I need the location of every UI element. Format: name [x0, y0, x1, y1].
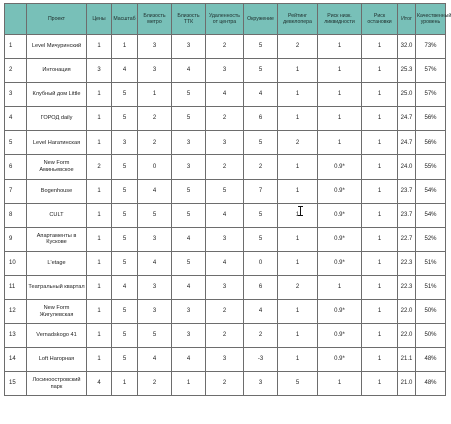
cell-surroundings: 6 — [244, 275, 278, 299]
cell-surroundings: 5 — [244, 227, 278, 251]
cell-developer-rating: 1 — [278, 300, 318, 324]
table-row — [5, 372, 446, 396]
cell-ttk: 5 — [172, 251, 206, 275]
cell-center-distance: 2 — [206, 372, 244, 396]
cell-price: 1 — [87, 251, 112, 275]
cell-ttk: 3 — [172, 131, 206, 155]
cell-surroundings: 2 — [244, 155, 278, 179]
cell-ttk: 4 — [172, 59, 206, 83]
cell-developer-rating: 1 — [278, 251, 318, 275]
cell-liquidity-risk: 0.9* — [318, 251, 362, 275]
column-header-center-distance: Удаленность от центра — [206, 4, 244, 35]
cell-developer-rating: 5 — [278, 372, 318, 396]
cell-developer-rating: 1 — [278, 324, 318, 348]
table-row — [5, 35, 446, 59]
column-header-metro: Близость метро — [138, 4, 172, 35]
cell-ttk: 5 — [172, 107, 206, 131]
cell-project: New Form Жигулевская — [27, 300, 87, 324]
cell-index: 11 — [5, 275, 27, 299]
cell-metro: 4 — [138, 251, 172, 275]
cell-index: 2 — [5, 59, 27, 83]
cell-price: 1 — [87, 348, 112, 372]
cell-liquidity-risk: 0.9* — [318, 203, 362, 227]
table-header-row — [5, 4, 446, 35]
cell-index: 4 — [5, 107, 27, 131]
cell-liquidity-risk: 1 — [318, 107, 362, 131]
cell-scale: 5 — [112, 300, 138, 324]
cell-project: Лосиноостровский парк — [27, 372, 87, 396]
cell-developer-rating: 1 — [278, 155, 318, 179]
cell-index: 9 — [5, 227, 27, 251]
cell-stop-risk: 1 — [362, 83, 398, 107]
cell-center-distance: 2 — [206, 300, 244, 324]
column-header-quality-level: Качественный уровень — [416, 4, 446, 35]
cell-stop-risk: 1 — [362, 59, 398, 83]
cell-index: 8 — [5, 203, 27, 227]
cell-surroundings: 7 — [244, 179, 278, 203]
column-header-ttk: Близость ТТК — [172, 4, 206, 35]
cell-metro: 3 — [138, 300, 172, 324]
cell-total: 24.0 — [398, 155, 416, 179]
cell-ttk: 1 — [172, 372, 206, 396]
cell-index: 10 — [5, 251, 27, 275]
cell-total: 32.0 — [398, 35, 416, 59]
cell-ttk: 5 — [172, 179, 206, 203]
column-header-project: Проект — [27, 4, 87, 35]
cell-scale: 5 — [112, 324, 138, 348]
cell-index: 13 — [5, 324, 27, 348]
table-row — [5, 155, 446, 179]
cell-total: 25.0 — [398, 83, 416, 107]
cell-price: 1 — [87, 324, 112, 348]
cell-price: 3 — [87, 59, 112, 83]
cell-quality-level: 56% — [416, 107, 446, 131]
column-header-liquidity-risk: Риск низк. ликвидности — [318, 4, 362, 35]
cell-metro: 1 — [138, 83, 172, 107]
cell-project: Level Нагатинская — [27, 131, 87, 155]
cell-liquidity-risk: 0.9* — [318, 179, 362, 203]
cell-project: Апартаменты в Кускове — [27, 227, 87, 251]
cell-quality-level: 48% — [416, 348, 446, 372]
cell-project: L'etage — [27, 251, 87, 275]
cell-quality-level: 56% — [416, 131, 446, 155]
cell-quality-level: 52% — [416, 227, 446, 251]
cell-stop-risk: 1 — [362, 348, 398, 372]
cell-total: 24.7 — [398, 131, 416, 155]
cell-ttk: 3 — [172, 300, 206, 324]
cell-scale: 4 — [112, 59, 138, 83]
cell-center-distance: 4 — [206, 203, 244, 227]
cell-project: Клубный дом Little — [27, 83, 87, 107]
cell-metro: 4 — [138, 348, 172, 372]
cell-center-distance: 3 — [206, 59, 244, 83]
cell-project: Bogenhouse — [27, 179, 87, 203]
cell-stop-risk: 1 — [362, 179, 398, 203]
column-header-scale: Масштаб — [112, 4, 138, 35]
cell-center-distance: 2 — [206, 35, 244, 59]
cell-metro: 3 — [138, 227, 172, 251]
cell-total: 24.7 — [398, 107, 416, 131]
cell-quality-level: 55% — [416, 155, 446, 179]
cell-stop-risk: 1 — [362, 372, 398, 396]
cell-project: Vernadskogo 41 — [27, 324, 87, 348]
cell-scale: 4 — [112, 275, 138, 299]
ranking-table — [4, 3, 451, 396]
cell-liquidity-risk: 1 — [318, 83, 362, 107]
cell-surroundings: 2 — [244, 324, 278, 348]
cell-price: 1 — [87, 35, 112, 59]
cell-ttk: 4 — [172, 348, 206, 372]
table-row — [5, 251, 446, 275]
cell-ttk: 5 — [172, 83, 206, 107]
cell-total: 21.1 — [398, 348, 416, 372]
cell-stop-risk: 1 — [362, 35, 398, 59]
cell-stop-risk: 1 — [362, 203, 398, 227]
cell-metro: 3 — [138, 275, 172, 299]
cell-project: New Form Аминьевское — [27, 155, 87, 179]
cell-scale: 5 — [112, 155, 138, 179]
cell-ttk: 3 — [172, 155, 206, 179]
cell-quality-level: 50% — [416, 324, 446, 348]
cell-surroundings: 5 — [244, 203, 278, 227]
cell-metro: 5 — [138, 324, 172, 348]
cell-liquidity-risk: 0.9* — [318, 227, 362, 251]
cell-liquidity-risk: 1 — [318, 59, 362, 83]
table-row — [5, 227, 446, 251]
cell-surroundings: 3 — [244, 372, 278, 396]
column-header-stop-risk: Риск остановки — [362, 4, 398, 35]
cell-surroundings: 6 — [244, 107, 278, 131]
table-row — [5, 179, 446, 203]
cell-metro: 2 — [138, 107, 172, 131]
cell-total: 22.3 — [398, 275, 416, 299]
cell-developer-rating: 1 — [278, 107, 318, 131]
cell-metro: 3 — [138, 59, 172, 83]
column-header-index — [5, 4, 27, 35]
column-header-total: Итог — [398, 4, 416, 35]
cell-ttk: 3 — [172, 35, 206, 59]
cell-quality-level: 73% — [416, 35, 446, 59]
cell-scale: 5 — [112, 348, 138, 372]
cell-liquidity-risk: 1 — [318, 275, 362, 299]
cell-center-distance: 3 — [206, 348, 244, 372]
cell-quality-level: 54% — [416, 179, 446, 203]
column-header-surroundings: Окружение — [244, 4, 278, 35]
cell-liquidity-risk: 0.9* — [318, 324, 362, 348]
cell-quality-level: 48% — [416, 372, 446, 396]
text-cursor-icon — [297, 206, 303, 216]
cell-total: 22.3 — [398, 251, 416, 275]
cell-index: 14 — [5, 348, 27, 372]
cell-index: 3 — [5, 83, 27, 107]
cell-index: 7 — [5, 179, 27, 203]
cell-liquidity-risk: 0.9* — [318, 300, 362, 324]
cell-metro: 0 — [138, 155, 172, 179]
cell-developer-rating: 1 — [278, 179, 318, 203]
cell-developer-rating: 2 — [278, 35, 318, 59]
cell-metro: 4 — [138, 179, 172, 203]
cell-index: 1 — [5, 35, 27, 59]
cell-liquidity-risk: 1 — [318, 372, 362, 396]
cell-index: 5 — [5, 131, 27, 155]
cell-project: Интонация — [27, 59, 87, 83]
cell-quality-level: 51% — [416, 251, 446, 275]
cell-price: 1 — [87, 131, 112, 155]
cell-center-distance: 3 — [206, 275, 244, 299]
table-row — [5, 275, 446, 299]
cell-ttk: 4 — [172, 227, 206, 251]
column-header-developer-rating: Рейтинг девелопера — [278, 4, 318, 35]
cell-price: 1 — [87, 107, 112, 131]
table-row — [5, 107, 446, 131]
cell-scale: 5 — [112, 251, 138, 275]
cell-center-distance: 3 — [206, 227, 244, 251]
table-row — [5, 83, 446, 107]
table-row — [5, 59, 446, 83]
cell-developer-rating: 1 — [278, 83, 318, 107]
cell-project: Loft Нагорная — [27, 348, 87, 372]
table-body — [5, 35, 446, 396]
cell-metro: 3 — [138, 35, 172, 59]
cell-scale: 5 — [112, 83, 138, 107]
cell-scale: 1 — [112, 372, 138, 396]
cell-price: 1 — [87, 203, 112, 227]
column-header-price: Цены — [87, 4, 112, 35]
cell-stop-risk: 1 — [362, 131, 398, 155]
cell-liquidity-risk: 0.9* — [318, 155, 362, 179]
cell-stop-risk: 1 — [362, 300, 398, 324]
cell-center-distance: 2 — [206, 107, 244, 131]
cell-index: 12 — [5, 300, 27, 324]
cell-surroundings: -3 — [244, 348, 278, 372]
cell-developer-rating: 1 — [278, 203, 318, 227]
cell-metro: 2 — [138, 372, 172, 396]
cell-project: Театральный квартал — [27, 275, 87, 299]
cell-price: 1 — [87, 300, 112, 324]
table-row — [5, 348, 446, 372]
cell-quality-level: 54% — [416, 203, 446, 227]
cell-price: 1 — [87, 227, 112, 251]
cell-scale: 5 — [112, 179, 138, 203]
cell-scale: 1 — [112, 35, 138, 59]
cell-quality-level: 57% — [416, 59, 446, 83]
cell-quality-level: 50% — [416, 300, 446, 324]
cell-center-distance: 2 — [206, 324, 244, 348]
cell-center-distance: 5 — [206, 179, 244, 203]
cell-center-distance: 4 — [206, 251, 244, 275]
cell-developer-rating: 1 — [278, 348, 318, 372]
cell-stop-risk: 1 — [362, 275, 398, 299]
cell-ttk: 4 — [172, 275, 206, 299]
cell-liquidity-risk: 1 — [318, 131, 362, 155]
cell-developer-rating: 2 — [278, 275, 318, 299]
cell-quality-level: 51% — [416, 275, 446, 299]
cell-total: 23.7 — [398, 179, 416, 203]
cell-total: 22.0 — [398, 324, 416, 348]
cell-developer-rating: 2 — [278, 131, 318, 155]
cell-total: 25.3 — [398, 59, 416, 83]
cell-total: 22.7 — [398, 227, 416, 251]
cell-surroundings: 5 — [244, 131, 278, 155]
cell-stop-risk: 1 — [362, 251, 398, 275]
cell-project: ГОРОД daily — [27, 107, 87, 131]
cell-stop-risk: 1 — [362, 227, 398, 251]
table-row — [5, 324, 446, 348]
cell-surroundings: 4 — [244, 83, 278, 107]
cell-surroundings: 0 — [244, 251, 278, 275]
cell-quality-level: 57% — [416, 83, 446, 107]
cell-scale: 3 — [112, 131, 138, 155]
cell-developer-rating: 1 — [278, 59, 318, 83]
cell-ttk: 3 — [172, 324, 206, 348]
cell-project: CULT — [27, 203, 87, 227]
cell-index: 15 — [5, 372, 27, 396]
cell-liquidity-risk: 0.9* — [318, 348, 362, 372]
table-row — [5, 203, 446, 227]
cell-stop-risk: 1 — [362, 324, 398, 348]
table-row — [5, 131, 446, 155]
cell-price: 1 — [87, 275, 112, 299]
cell-price: 4 — [87, 372, 112, 396]
cell-developer-rating: 1 — [278, 227, 318, 251]
cell-scale: 5 — [112, 107, 138, 131]
cell-metro: 2 — [138, 131, 172, 155]
cell-stop-risk: 1 — [362, 107, 398, 131]
cell-surroundings: 5 — [244, 35, 278, 59]
ranking-table-container — [4, 3, 451, 396]
cell-stop-risk: 1 — [362, 155, 398, 179]
cell-price: 1 — [87, 179, 112, 203]
cell-scale: 5 — [112, 227, 138, 251]
cell-surroundings: 4 — [244, 300, 278, 324]
cell-center-distance: 2 — [206, 155, 244, 179]
cell-price: 2 — [87, 155, 112, 179]
cell-total: 22.0 — [398, 300, 416, 324]
cell-total: 23.7 — [398, 203, 416, 227]
table-row — [5, 300, 446, 324]
cell-price: 1 — [87, 83, 112, 107]
cell-metro: 5 — [138, 203, 172, 227]
cell-center-distance: 3 — [206, 131, 244, 155]
cell-index: 6 — [5, 155, 27, 179]
cell-surroundings: 5 — [244, 59, 278, 83]
cell-center-distance: 4 — [206, 83, 244, 107]
cell-total: 21.0 — [398, 372, 416, 396]
cell-scale: 5 — [112, 203, 138, 227]
cell-project: Level Мичуринский — [27, 35, 87, 59]
cell-liquidity-risk: 1 — [318, 35, 362, 59]
cell-ttk: 5 — [172, 203, 206, 227]
